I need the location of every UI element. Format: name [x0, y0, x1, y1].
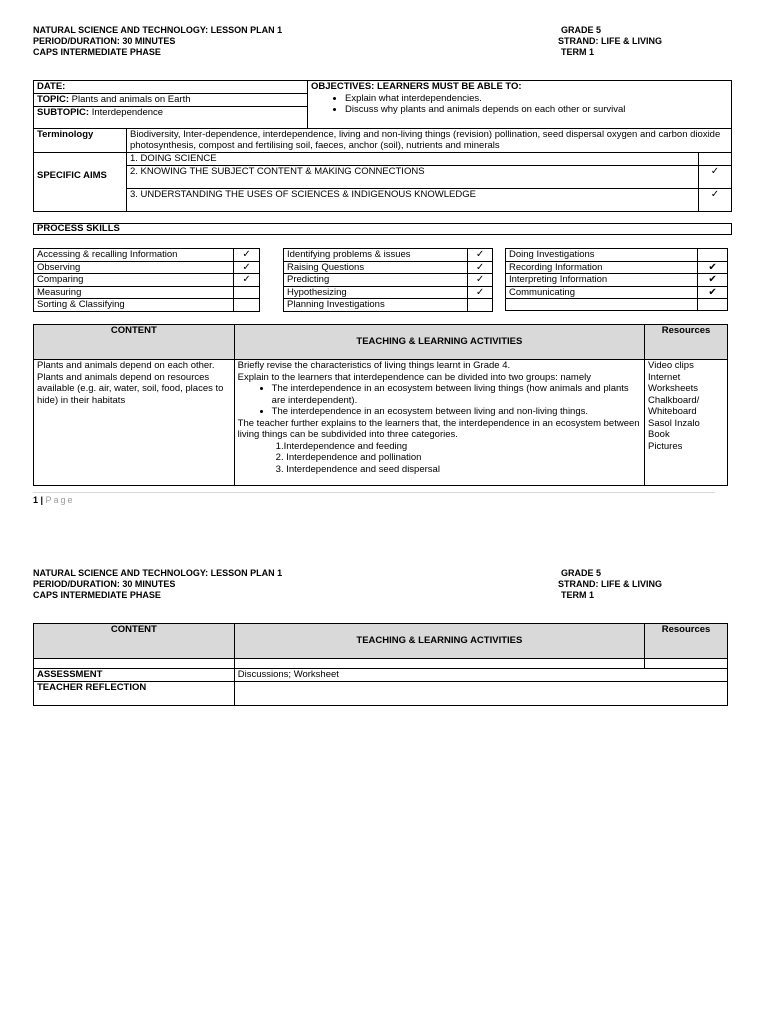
resource-item: Book: [648, 429, 670, 440]
skill-label: Communicating: [506, 286, 698, 299]
activity-bullet: • The interdependence in an ecosystem between living and non-living things.: [272, 406, 641, 418]
page-separator: |: [38, 495, 46, 505]
subtopic-value: Interdependence: [89, 106, 164, 118]
empty-cell: [34, 659, 235, 669]
topic-cell: [34, 94, 308, 107]
content-header: CONTENT: [34, 325, 235, 360]
skill-label: Comparing: [34, 274, 234, 287]
activity-numbered-item: 3. Interdependence and seed dispersal: [275, 463, 440, 475]
strand: STRAND: LIFE & LIVING: [558, 36, 662, 46]
resource-item: Whiteboard: [648, 406, 697, 417]
lesson-info-table: [33, 80, 732, 212]
phase: CAPS INTERMEDIATE PHASE: [33, 590, 161, 600]
activity-bullets: [238, 383, 641, 418]
objectives-cell: [308, 81, 732, 129]
skill-check: ✓: [468, 286, 493, 299]
date-cell: [34, 81, 308, 94]
skill-check: ✔: [698, 286, 728, 299]
resource-item: Worksheets: [648, 383, 699, 394]
lesson-title: NATURAL SCIENCE AND TECHNOLOGY: LESSON PLAN 1: [33, 25, 283, 35]
objectives-label: OBJECTIVES: LEARNERS MUST BE ABLE TO:: [311, 81, 522, 92]
skill-check: [234, 299, 260, 312]
activity-explain: Explain to the learners that interdependence can be divided into two groups: namely: [237, 371, 591, 383]
page2-header-left: [33, 568, 282, 601]
activities-header: TEACHING & LEARNING ACTIVITIES: [234, 325, 644, 360]
page2-content-table: [33, 623, 728, 706]
grade: GRADE 5: [561, 25, 602, 35]
activities-header: TEACHING & LEARNING ACTIVITIES: [234, 624, 644, 659]
reflection-value: [234, 681, 727, 705]
skill-label: Interpreting Information: [506, 274, 698, 287]
content-text: Plants and animals depend on each other. Plants and animals depend on resources available (e.g. air, water, soil, food, places to hide) in their habitats: [34, 360, 235, 486]
process-skills-title-box: [33, 223, 732, 235]
activity-further: The teacher further explains to the learners that, the interdependence in an ecosystem between living things can be subdivided into three categories.: [237, 417, 640, 440]
resources-header: Resources: [645, 325, 728, 360]
aim-text: 1. DOING SCIENCE: [127, 152, 699, 165]
skill-check: [234, 286, 260, 299]
page-label: Page: [45, 495, 75, 505]
grade: GRADE 5: [561, 568, 602, 578]
period-duration: PERIOD/DURATION: 30 MINUTES: [33, 36, 176, 46]
skill-label: Identifying problems & issues: [284, 249, 468, 262]
skill-check: ✓: [468, 249, 493, 262]
skills-column-3: [505, 248, 728, 311]
activity-numbered-item: 1.Interdependence and feeding: [275, 440, 408, 452]
resources-cell: [645, 360, 728, 486]
skill-check: [698, 299, 728, 311]
activity-bullet: • The interdependence in an ecosystem between living things (how animals and plants are interdependent).: [272, 383, 641, 406]
resource-item: Pictures: [648, 440, 683, 452]
subtopic-cell: [34, 106, 308, 128]
aim-text: 2. KNOWING THE SUBJECT CONTENT & MAKING CONNECTIONS: [127, 165, 699, 188]
activity-intro: Briefly revise the characteristics of living things learnt in Grade 4.: [237, 360, 511, 371]
subtopic-label: SUBTOPIC:: [37, 106, 90, 118]
aim-check: [699, 152, 732, 165]
skill-label: Recording Information: [506, 261, 698, 274]
skill-check: ✓: [468, 261, 493, 274]
skill-check: [468, 299, 493, 312]
skill-label: Hypothesizing: [284, 286, 468, 299]
term: TERM 1: [561, 590, 595, 600]
skill-label: Accessing & recalling Information: [34, 249, 234, 262]
activities-cell: [234, 360, 644, 486]
skills-column-1: [33, 248, 260, 312]
specific-aims-label: SPECIFIC AIMS: [34, 152, 127, 211]
page1-header-right: [558, 25, 662, 58]
skill-check: [698, 249, 728, 262]
resource-item: Sasol Inzalo: [648, 417, 700, 429]
page2-header-right: [558, 568, 662, 601]
phase: CAPS INTERMEDIATE PHASE: [33, 47, 161, 57]
page1-header-left: [33, 25, 282, 58]
resources-header: Resources: [645, 624, 728, 659]
skill-label: [506, 299, 698, 311]
skill-label: Raising Questions: [284, 261, 468, 274]
footer-rule: [33, 492, 715, 493]
activity-numbered-item: 2. Interdependence and pollination: [275, 452, 422, 463]
assessment-value: Discussions; Worksheet: [234, 669, 727, 682]
skill-label: Predicting: [284, 274, 468, 287]
lesson-title: NATURAL SCIENCE AND TECHNOLOGY: LESSON PLAN 1: [33, 568, 283, 578]
objective-item: • Discuss why plants and animals depends on each other or survival: [345, 104, 728, 116]
reflection-label: TEACHER REFLECTION: [34, 681, 235, 705]
resource-item: Internet: [648, 371, 681, 383]
strand: STRAND: LIFE & LIVING: [558, 579, 662, 589]
assessment-label: ASSESSMENT: [34, 669, 235, 682]
page-footer: [33, 495, 75, 505]
resource-item: Video clips: [648, 360, 694, 371]
terminology-value: Biodiversity, Inter-dependence, interdependence, living and non-living things (revision) pollination, seed dispersal oxygen and carbon dioxide photosynthesis, compost and fertilising soil, faeces, anchor (soil), nutrients and minerals: [127, 128, 732, 152]
skill-check: ✓: [234, 261, 260, 274]
skill-label: Observing: [34, 261, 234, 274]
resource-item: Chalkboard/: [648, 394, 700, 406]
skill-label: Sorting & Classifying: [34, 299, 234, 312]
content-header: CONTENT: [34, 624, 235, 659]
terminology-label: Terminology: [34, 128, 127, 152]
skill-check: ✔: [698, 261, 728, 274]
skill-check: ✔: [698, 274, 728, 287]
aim-text: 3. UNDERSTANDING THE USES OF SCIENCES & INDIGENOUS KNOWLEDGE: [127, 188, 699, 211]
aim-check: ✓: [699, 188, 732, 211]
topic-label: TOPIC:: [37, 94, 70, 105]
skill-label: Planning Investigations: [284, 299, 468, 312]
empty-cell: [234, 659, 644, 669]
skills-column-2: [283, 248, 493, 312]
process-skills-title: PROCESS SKILLS: [34, 224, 732, 235]
skill-label: Doing Investigations: [506, 249, 698, 262]
skill-check: ✓: [234, 274, 260, 287]
date-label: DATE:: [37, 81, 66, 92]
skill-label: Measuring: [34, 286, 234, 299]
skill-check: ✓: [234, 249, 260, 262]
term: TERM 1: [561, 47, 595, 57]
activity-numbered: [238, 441, 641, 476]
content-activities-table: [33, 324, 728, 486]
period-duration: PERIOD/DURATION: 30 MINUTES: [33, 579, 176, 589]
topic-value: Plants and animals on Earth: [69, 94, 191, 105]
aim-check: ✓: [699, 165, 732, 188]
page-number: 1: [33, 495, 39, 505]
empty-cell: [645, 659, 728, 669]
objective-item: • Explain what interdependencies.: [345, 93, 728, 105]
objectives-list: [311, 93, 728, 116]
skill-check: ✓: [468, 274, 493, 287]
